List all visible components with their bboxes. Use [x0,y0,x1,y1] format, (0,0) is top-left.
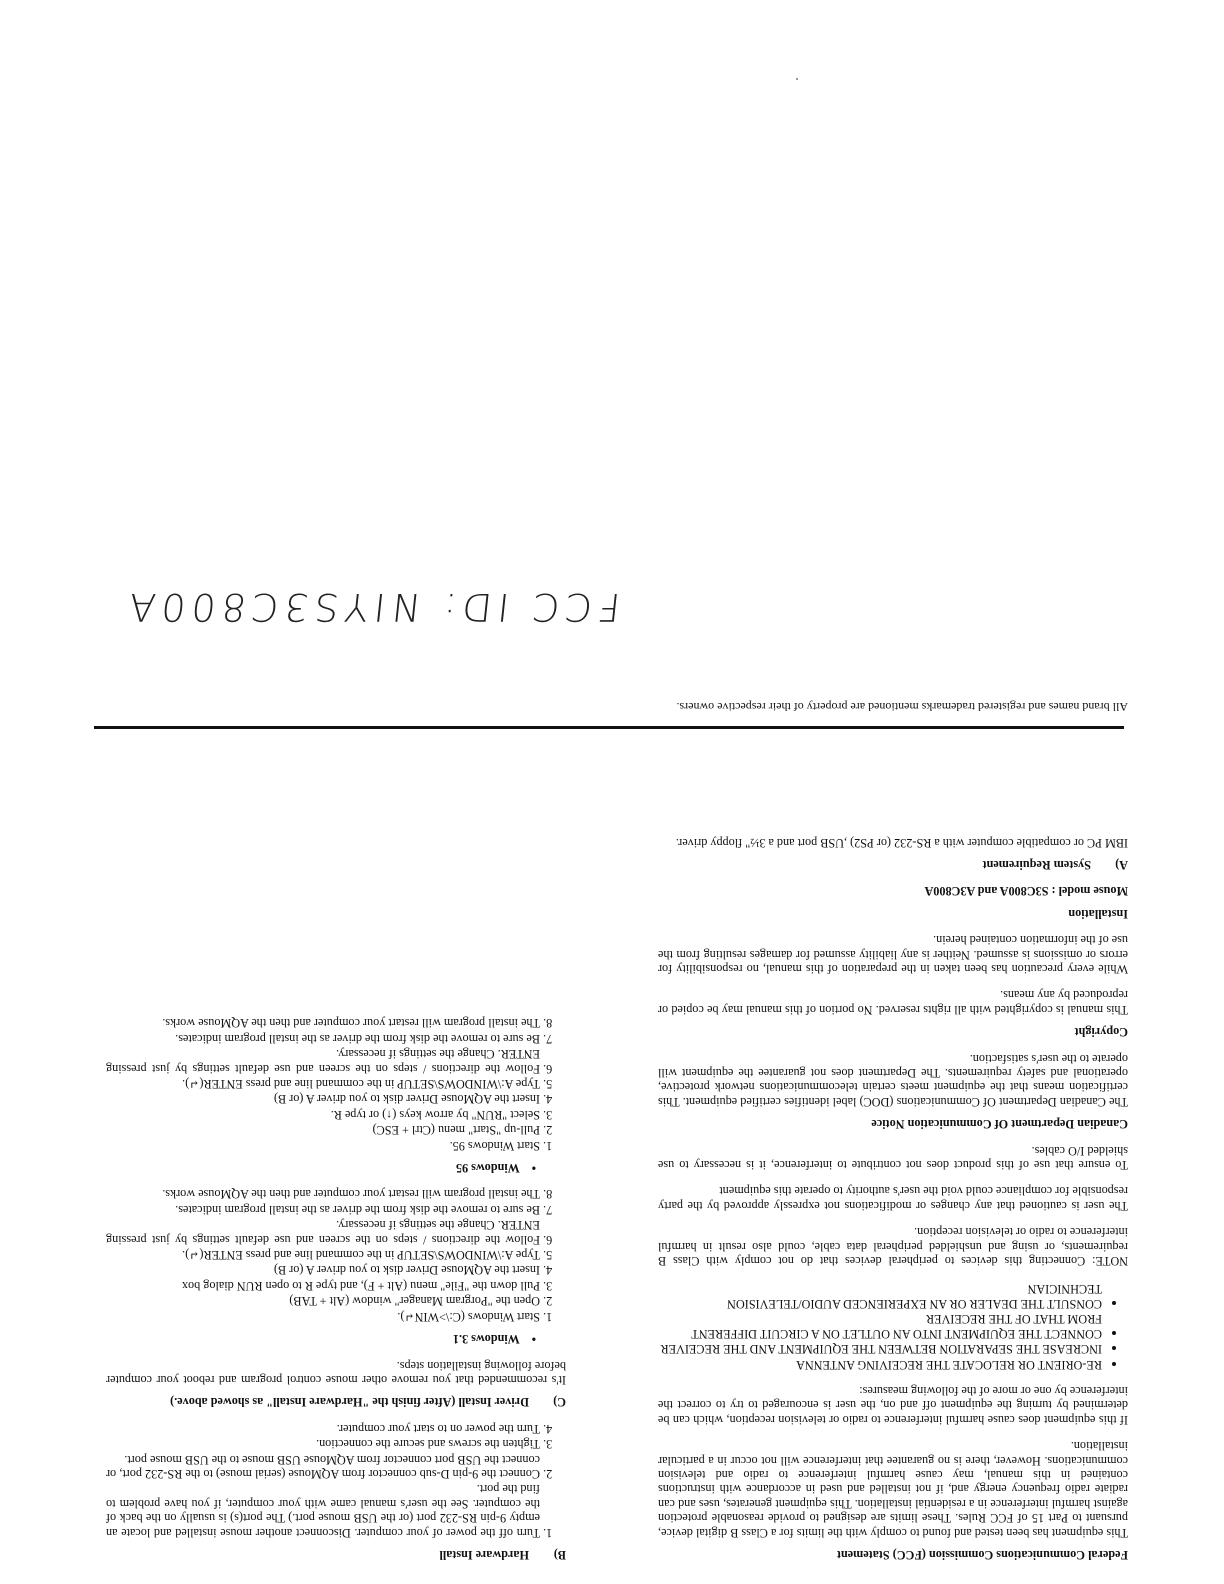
hardware-step: 4. Turn the power on to start your computer. [106,1421,540,1435]
right-column [106,1004,566,1562]
trademark-notice: All brand names and registered trademarks mentioned are property of their respective owners. [676,700,1128,714]
system-requirement-text: IBM PC or compatible computer with a RS-232 (or PS2) ,USB port and a 3½" floppy driver. [675,835,1128,850]
win31-step: 7. Be sure to remove the disk from the driver as the install program indicates. [106,1202,540,1216]
copyright-heading: Copyright [1074,1025,1128,1040]
fcc-note: NOTE: Connecting this devices to peripheral devices that do not comply with Class B requirements, or using and unshielded peripheral data cable, could also result in harmful interference to radio or television reception. [658,1225,1128,1269]
system-requirement-heading [658,858,1128,872]
win95-step: 5. Type A:\WINDOWS\SETUP in the command line and press ENTER(↵). [106,1077,540,1091]
hardware-steps-list [106,1421,566,1539]
measure-item: • INCREASE THE SEPARATION BETWEEN THE EQUIPMENT AND THE RECEIVER [658,1342,1102,1356]
horizontal-divider [94,726,1124,729]
fcc-caution: The user is cautioned that any changes or modifications not expressly approved by the party responsible for compliance could void the user's authority to operate this equipment [658,1184,1128,1213]
win31-step: 1. Start Windows (C:\>WIN↵). [106,1309,540,1323]
measure-item: • CONSULT THE DEALER OR AN EXPERIENCED AUDIO/TELEVISION TECHNICIAN [658,1282,1102,1311]
hardware-step: 3. Tighten the screws and secure the connection. [106,1437,540,1451]
handwritten-fcc-id: FCC ID: NIYS3C800A [121,585,623,629]
hardware-step: 2. Connect the 9-pin D-sub connector from AQMouse (serial mouse) to the RS-232 port, or connect the USB port connector from AQMouse USB mouse to the USB mouse port. [106,1452,540,1481]
win95-step: 8. The install program will restart your computer and then the AQMouse works. [106,1016,540,1030]
hardware-install-heading [106,1548,566,1562]
win31-step: 2. Open the "Porgram Manager" window (Alt + TAB) [106,1294,540,1308]
windows-95-heading: • Windows 95 [106,1161,536,1175]
win95-step: 3. Select "RUN" by arrow keys (↑) or type R. [106,1107,540,1121]
driver-install-title: Driver Install (After finish the "Hardware Install" as showed above.) [170,1395,529,1410]
win31-step: 4. Insert the AQMouse Driver disk to you driver A (or B) [106,1263,540,1277]
win95-step: 6. Follow the directions / steps on the screen and use default settings by just pressing ENTER. Change the settings if necessary. [106,1047,540,1076]
mouse-model: Mouse model : S3C800A and A3C800A [924,884,1128,899]
fcc-shielded-cables: To ensure that use of this product does not contribute to interference, it is necessary to use shielded I/O cables. [658,1143,1128,1173]
copyright-paragraph-1: This manual is copyrighted with all rights reserved. No portion of this manual may be copied or reproduced by any means. [658,988,1128,1017]
fcc-heading: Federal Communications Commission (FCC) Statement [836,1548,1128,1562]
win31-step: 6. Follow the directions / steps on the screen and use default settings by just pressing ENTER. Change the settings if necessary. [106,1218,540,1247]
win31-step: 3. Pull down the "File" menu (Alt + F), and type R to open RUN dialog box [106,1279,540,1293]
win31-step: 5. Type A:\WINDOWS\SETUP in the command line and press ENTER(↵). [106,1248,540,1262]
measure-item: • RE-ORIENT OR RELOCATE THE RECEIVING ANTENNA [658,1357,1102,1371]
hardware-step: 1. Turn off the power of your computer. Disconnect another mouse installed and locate an empty 9-pin RS-232 port (or the USB mouse port.) The port(s) is usually on the back of the computer. See the user's manual came with your computer, if you have problem to find the port. [106,1482,540,1540]
measure-item: • CONNECT THE EQUIPMENT INTO AN OUTLET ON A CIRCUIT DIFFERENT FROM THAT OF THE RECEIVER [658,1312,1102,1341]
win95-step: 7. Be sure to remove the disk from the driver as the install program indicates. [106,1031,540,1045]
win95-step: 1. Start Windows 95. [106,1138,540,1152]
win31-step: 8. The install program will restart your computer and then the AQMouse works. [106,1187,540,1201]
hardware-install-title: Hardware Install [439,1548,529,1562]
installation-heading: Installation [1068,906,1128,921]
scan-speck [796,78,798,80]
win95-step: 2. Pull-up "Start" menu (Ctrl + ESC) [106,1123,540,1137]
driver-intro: It's recommended that you remove other mouse control program and reboot your computer before following installation steps. [106,1358,566,1387]
left-column [658,823,1128,1562]
fcc-paragraph-1: This equipment has been tested and found to comply with the limits for a Class B digital device, pursuant to Part 15 of FCC Rules. These limits are designed to provide reasonable protection against harmful interference in a residential installation. This equipment generates, uses and can radiate radio frequency energy and, if not installed and used in accordance with instructions contained in this manual, may cause harmful interference to radio and television communications. However, there is no guarantee that interference will not occur in a particular installation. [658,1439,1128,1540]
windows-31-heading: • Windows 3.1 [106,1332,536,1346]
windows-31-steps-list [106,1187,566,1324]
system-requirement-title: System Requirement [982,857,1091,872]
section-letter-a: A) [1115,857,1128,872]
copyright-paragraph-2: While every precaution has been taken in the preparation of this manual, no responsibility for errors or omissions is assumed. Neither is any liability assumed for damages resulting from the use of the information contained herein. [658,933,1128,976]
section-letter-b: B) [553,1548,566,1562]
section-letter-c: C) [553,1395,566,1410]
fcc-paragraph-2: If this equipment does cause harmful interference to radio or television reception, which can be determined by turning the equipment off and on, the user is encouraged to try to correct the interference by one or more of the following measures: [658,1383,1128,1427]
canada-paragraph: The Canadian Department Of Communications (DOC) label identifies certified equipment. This certification means that the equipment meets certain telecommunications network protective, operational and safety requirements. The Department does not guarantee the equipment will operate to the user's satisfaction. [658,1051,1128,1109]
fcc-measures-list [658,1282,1128,1371]
driver-install-heading [106,1395,566,1409]
win95-step: 4. Insert the AQMouse Driver disk to you driver A (or B) [106,1092,540,1106]
windows-95-steps-list [106,1016,566,1153]
canada-heading: Canadian Department Of Communication Notice [871,1117,1128,1132]
